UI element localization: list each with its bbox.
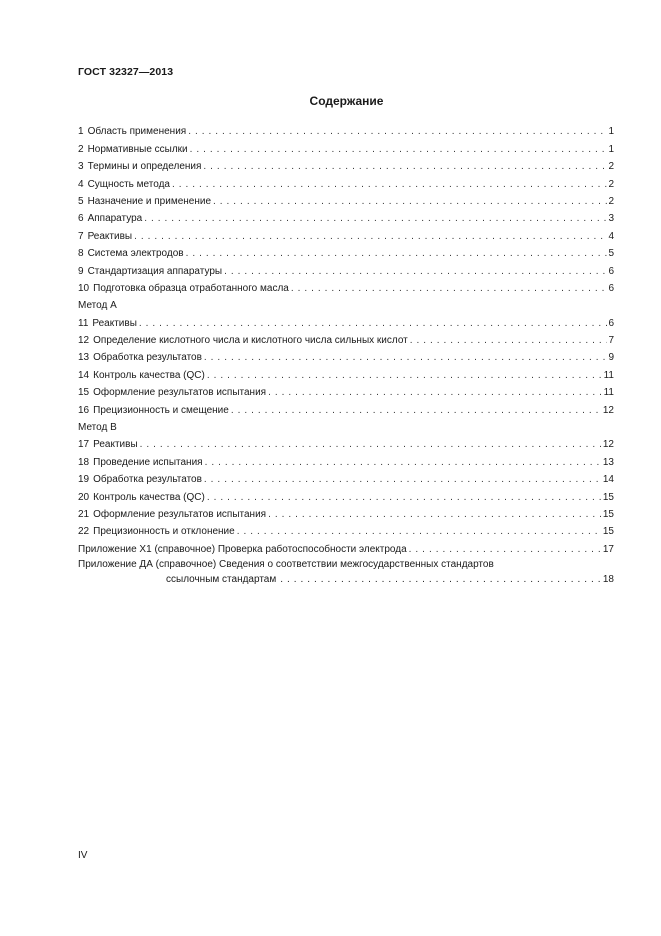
toc-entry-title: Определение кислотного числа и кислотного числа сильных кислот (93, 335, 408, 347)
toc-entry-page: 12 (602, 439, 614, 451)
toc-entry-title: Подготовка образца отработанного масла (93, 282, 289, 294)
toc-entry[interactable] (78, 122, 614, 139)
toc-entry-number: 3 (78, 161, 84, 173)
page-title (0, 94, 661, 108)
toc-entry-number: 5 (78, 195, 84, 207)
toc-entry-page: 14 (602, 474, 614, 486)
toc-appendix-x1[interactable] (78, 539, 614, 556)
toc-entry[interactable] (78, 505, 614, 522)
toc-entry-number: 20 (78, 491, 90, 503)
toc-entry-label (78, 404, 231, 418)
toc-entry-title: Реактивы (92, 317, 137, 329)
toc-entry-label (78, 525, 237, 539)
toc-entry-label (78, 508, 268, 522)
toc-entry-label (78, 317, 139, 331)
toc-entry-number: 21 (78, 508, 90, 520)
toc-entry-title: Контроль качества (QC) (93, 491, 205, 503)
toc-entry-title: Стандартизация аппаратуры (87, 265, 223, 277)
toc-entry-title: Область применения (87, 126, 187, 138)
page-number: IV (78, 850, 88, 861)
toc-leader (140, 438, 602, 452)
toc-leader (409, 543, 602, 557)
toc-entry-page: 15 (602, 508, 614, 520)
toc-entry-number: 12 (78, 335, 90, 347)
toc-appendix-x1-page: 17 (602, 543, 614, 555)
toc-entry-page: 4 (608, 230, 614, 242)
toc-entry-page: 5 (608, 248, 614, 260)
toc-entry-page: 2 (608, 178, 614, 190)
toc-leader (213, 195, 607, 209)
toc-leader (190, 143, 608, 157)
toc-section-method-b: Метод В (78, 422, 117, 434)
toc-entry-label (78, 143, 190, 157)
toc-entry[interactable] (78, 244, 614, 261)
toc-entry[interactable] (78, 209, 614, 226)
toc-entry[interactable] (78, 174, 614, 191)
toc-entry[interactable] (78, 435, 614, 452)
toc-entry-label (78, 334, 410, 348)
toc-entry-number: 17 (78, 439, 90, 451)
toc-entry-page: 1 (608, 143, 614, 155)
toc-leader (144, 212, 607, 226)
toc-leader (237, 525, 602, 539)
toc-leader (280, 574, 601, 585)
toc-leader (207, 369, 603, 383)
toc-leader (188, 125, 607, 139)
toc-entry-page: 11 (603, 369, 614, 381)
toc-entry-title: Система электродов (87, 248, 184, 260)
toc-leader (207, 491, 602, 505)
toc-entry-title: Назначение и применение (87, 195, 212, 207)
toc-leader (204, 473, 602, 487)
toc-group-2 (78, 313, 614, 417)
toc-entry-label (78, 265, 224, 279)
toc-entry[interactable] (78, 192, 614, 209)
toc-entry-page: 9 (608, 352, 614, 364)
toc-entry-label (78, 178, 172, 192)
toc-entry-title: Обработка результатов (93, 352, 202, 364)
toc-appendix-x1-label: Приложение Х1 (справочное) Проверка работоспособности электрода (78, 543, 407, 555)
toc-entry-page: 6 (608, 317, 614, 329)
toc-entry-label (78, 369, 207, 383)
toc-entry[interactable] (78, 522, 614, 539)
toc-entry-number: 6 (78, 213, 84, 225)
toc-entry[interactable] (78, 487, 614, 504)
toc-entry-number: 16 (78, 404, 90, 416)
toc-leader (205, 456, 602, 470)
toc-entry[interactable] (78, 261, 614, 278)
toc-leader (204, 351, 608, 365)
toc-entry-label (78, 160, 203, 174)
toc-entry-title: Аппаратура (87, 213, 143, 225)
toc-entry-page: 15 (602, 526, 614, 538)
toc-entry-title: Контроль качества (QC) (93, 369, 205, 381)
toc-entry-title: Прецизионность и смещение (93, 404, 229, 416)
toc-entry-label (78, 230, 134, 244)
toc-leader (203, 160, 607, 174)
toc-entry-label (78, 491, 207, 505)
toc-entry-label (78, 351, 204, 365)
toc-entry-number: 15 (78, 387, 90, 399)
toc-section-method-a: Метод А (78, 300, 117, 312)
toc-entry-number: 11 (78, 317, 89, 329)
toc-entry-label (78, 386, 268, 400)
toc-entry-title: Оформление результатов испытания (93, 387, 267, 399)
toc-entry-page: 3 (608, 213, 614, 225)
toc-entry-number: 22 (78, 526, 90, 538)
page-title-text: Содержание (309, 94, 384, 108)
toc-entry[interactable] (78, 470, 614, 487)
toc-appendix-da-line2: ссылочным стандартам (166, 573, 277, 585)
toc-entry-title: Оформление результатов испытания (93, 508, 267, 520)
toc-leader (186, 247, 608, 261)
toc-entry-number: 18 (78, 456, 90, 468)
toc-entry[interactable] (78, 157, 614, 174)
toc-entry-page: 7 (608, 335, 614, 347)
toc-entry-label (78, 438, 140, 452)
toc-leader (139, 317, 608, 331)
toc-entry-number: 19 (78, 474, 90, 486)
toc-entry-number: 7 (78, 230, 84, 242)
toc-entry-title: Нормативные ссылки (87, 143, 188, 155)
toc-leader (224, 265, 607, 279)
toc-entry-page: 6 (608, 282, 614, 294)
toc-entry-page: 2 (608, 195, 614, 207)
toc-entry-title: Термины и определения (87, 161, 202, 173)
toc-entry-title: Реактивы (87, 230, 133, 242)
toc-entry-page: 1 (608, 126, 614, 138)
toc-group-1 (78, 122, 614, 296)
toc-appendix-da-page: 18 (602, 573, 614, 585)
toc-entry[interactable] (78, 348, 614, 365)
toc-entry-number: 8 (78, 248, 84, 260)
toc-entry[interactable] (78, 365, 614, 382)
toc-group-3 (78, 435, 614, 539)
toc-leader (134, 230, 607, 244)
toc-entry-label (78, 247, 186, 261)
toc-entry[interactable] (78, 139, 614, 156)
toc-entry-page: 2 (608, 161, 614, 173)
toc-leader (291, 282, 608, 296)
toc-entry-number: 14 (78, 369, 90, 381)
toc-entry-label (78, 456, 205, 470)
toc-entry[interactable] (78, 226, 614, 243)
toc-entry-label (78, 212, 144, 226)
toc-entry-title: Сущность метода (87, 178, 170, 190)
toc-entry-page: 13 (602, 456, 614, 468)
toc-leader (172, 178, 607, 192)
document-code: ГОСТ 32327—2013 (78, 66, 174, 78)
toc-entry-label (78, 125, 188, 139)
toc-entry-number: 10 (78, 282, 90, 294)
toc-entry-label (78, 282, 291, 296)
toc-entry-label (78, 195, 213, 209)
toc-entry[interactable] (78, 279, 614, 296)
toc-entry-number: 13 (78, 352, 90, 364)
toc-entry-page: 12 (602, 404, 614, 416)
toc-entry-title: Прецизионность и отклонение (93, 526, 235, 538)
table-of-contents (78, 122, 614, 589)
toc-entry[interactable] (78, 400, 614, 417)
toc-entry[interactable] (78, 383, 614, 400)
toc-appendix-da-line2-row (166, 574, 614, 585)
toc-entry-page: 11 (603, 387, 614, 399)
toc-entry-title: Реактивы (93, 439, 138, 451)
toc-entry[interactable] (78, 331, 614, 348)
toc-entry-title: Обработка результатов (93, 474, 202, 486)
toc-entry-page: 15 (602, 491, 614, 503)
toc-leader (268, 508, 602, 522)
toc-entry-number: 1 (78, 126, 84, 138)
toc-entry-number: 9 (78, 265, 84, 277)
toc-leader (231, 404, 602, 418)
toc-entry-number: 2 (78, 143, 84, 155)
toc-appendix-da-line1: Приложение ДА (справочное) Сведения о соответствии межгосударственных стандартов (78, 558, 494, 570)
toc-entry[interactable] (78, 452, 614, 469)
toc-entry-number: 4 (78, 178, 84, 190)
toc-entry-page: 6 (608, 265, 614, 277)
toc-entry[interactable] (78, 313, 614, 330)
toc-appendix-da[interactable] (78, 557, 614, 589)
toc-entry-label (78, 473, 204, 487)
toc-leader (410, 334, 608, 348)
toc-entry-title: Проведение испытания (93, 456, 203, 468)
toc-leader (268, 386, 603, 400)
